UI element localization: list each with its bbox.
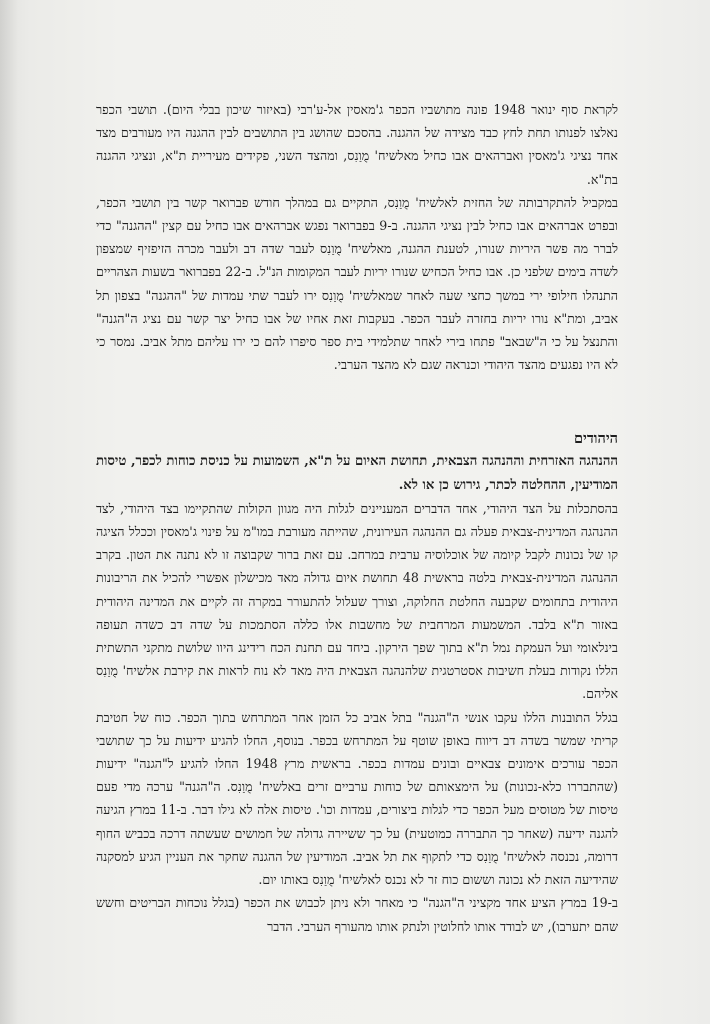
section-lead: ההנהגה האזרחית וההנהגה הצבאית, תחושת האיום על ת"א, השמועות על כניסת כוחות לכפר, טיסות המודיעין, ההחלטה לכתר, גירוש כן או לא. [96, 454, 618, 493]
intro-paragraph-2: במקביל להתקרבותה של החזית לאלשיח' מֻוַנִס, התקיים גם במהלך חודש פברואר קשר בין תושבי הכפר, ובפרט אברהאים אבו כחיל לבין נציגי ההגנה. ב-9 בפברואר נפגש אברהאים אבו כחיל עם קצין "ההגנה" כדי לברר מה פשר היריות שנורו, לטענת ההגנה, מאלשיח' מֻוַנִס לעבר שדה דב ולעבר מכרה הזיפזיף שמצפון לשדה בימים שלפני כן. אבו כחיל הכחיש שנורו יריות לעבר המקומות הנ"ל. ב-22 בפברואר בשעות הצהריים התנהלו חילופי ירי במשך כחצי שעה לאחר שמאלשיח' מֻוַנִס ירו לעבר שתי עמדות של "ההגנה" בצפון תל אביב, ומת"א נורו יריות בחזרה לעבר הכפר. בעקבות זאת אחיו של אבו כחיל יצר קשר עם נציג ה"הגנה" והתנצל על כי ה"שבאב" פתחו בירי לאחר שתלמידי בית ספר סיפרו להם כי ירו עליהם מתל אביב. נמסר כי לא היו נפגעים מהצד היהודי וכנראה שגם לא מהצד הערבי. [96, 194, 618, 373]
section-heading: היהודים [573, 430, 618, 448]
intro-paragraph-1: לקראת סוף ינואר 1948 פונה מתושביו הכפר ג'מאסין אל-ע'רבי (באיזור שיכון בבלי היום). תושבי הכפר נאלצו לפנותו תחת לחץ כבד מצידה של ההגנה. בהסכם שהושג בין התושבים לבין ההגנה היו מעורבים מצד אחד נציגי ג'מאסין ואברהאים אבו כחיל מאלשיח' מֻוַנִס, ומהצד השני, פקידים מעיריית ת"א, ונציגי ההגנה בת"א. [96, 102, 618, 187]
body-paragraph-2: בגלל התובנות הללו עקבו אנשי ה"הגנה" בתל אביב כל הזמן אחר המתרחש בתוך הכפר. כוח של חטיבת קריתי שמשר בשדה דב דיווח באופן שוטף על המתרחש בכפר. בנוסף, החלו להגיע ידיעות על כך שתושבי הכפר עורכים אימונים צבאיים ובונים עמדות בכפר. בראשית מרץ 1948 החלו להגיע ל"הגנה" ידיעות (שהתבררו כלא-נכונות) על הימצאותם של כוחות ערביים זרים באלשיח' מֻוַנִס. ה"הגנה" ערכה מדי פעם טיסות של מטוסים מעל הכפר כדי לגלות ביצורים, עמדות וכו'. טיסות אלה לא גילו דבר. ב-11 במרץ הגיעה להגנה ידיעה (שאחר כך התבררה כמוטעית) על כך ששיירה גדולה של חמושים שעשתה דרכה בכביש החוף דרומה, נכנסה לאלשיח' מֻוַנִס כדי לתקוף את תל אביב. המודיעין של ההגנה שחקר את העניין הגיע למסקנה שהידיעה הזאת לא נכונה וששום כוח זר לא נכנס לאלשיח' מֻוַנִס באותו יום. [96, 709, 619, 888]
text-column [96, 98, 618, 938]
body-paragraph-3: ב-19 במרץ הציע אחד מקציני ה"הגנה" כי מאחר ולא ניתן לכבוש את הכפר (בגלל נוכחות הבריטים וחשש שהם יתערבו), יש לבודד אותו לחלוטין ולנתק אותו מהעורף הערבי. הדבר [96, 895, 618, 934]
page-binding-shadow [0, 0, 18, 1024]
body-paragraph-1: בהסתכלות על הצד היהודי, אחד הדברים המעניינים לגלות היה מגוון הקולות שהתקיימו בצד היהודי, לצד ההנהגה המדינית-צבאית פעלה גם ההנהגה העירונית, שהייתה מעורבת במו"מ על פינוי ג'מאסין וככלל הציגה קו של נכונות לקבל קיומה של אוכלוסיה ערבית במרחב. עם זאת ברור שקבוצה זו לא נתנה את הטון. בקרב ההנהגה המדינית-צבאית בלטה בראשית 48 תחושת איום גדולה מאד מכישלון אפשרי להכיל את הריבונות היהודית בתחומים שקבעה החלטת החלוקה, וצורך שעלול להתעורר במקרה זה לקיים את המדינה היהודית באזור ת"א בלבד. המשמעות המרחבית של מחשבות אלו כללה הסתמכות על שדה דב כשדה תעופה בינלאומי ועל העמקת נמל ת"א בתוך שפך הירקון. ביחד עם תחנת הכח רידינג היוו שלושת מתקני התשתית הללו נקודות בעלת חשיבות אסטרטגית שלהנהגה הצבאית היה מאד לא נוח לראות את קירבת אלשיח' מֻוַנִס אליהם. [96, 500, 619, 702]
